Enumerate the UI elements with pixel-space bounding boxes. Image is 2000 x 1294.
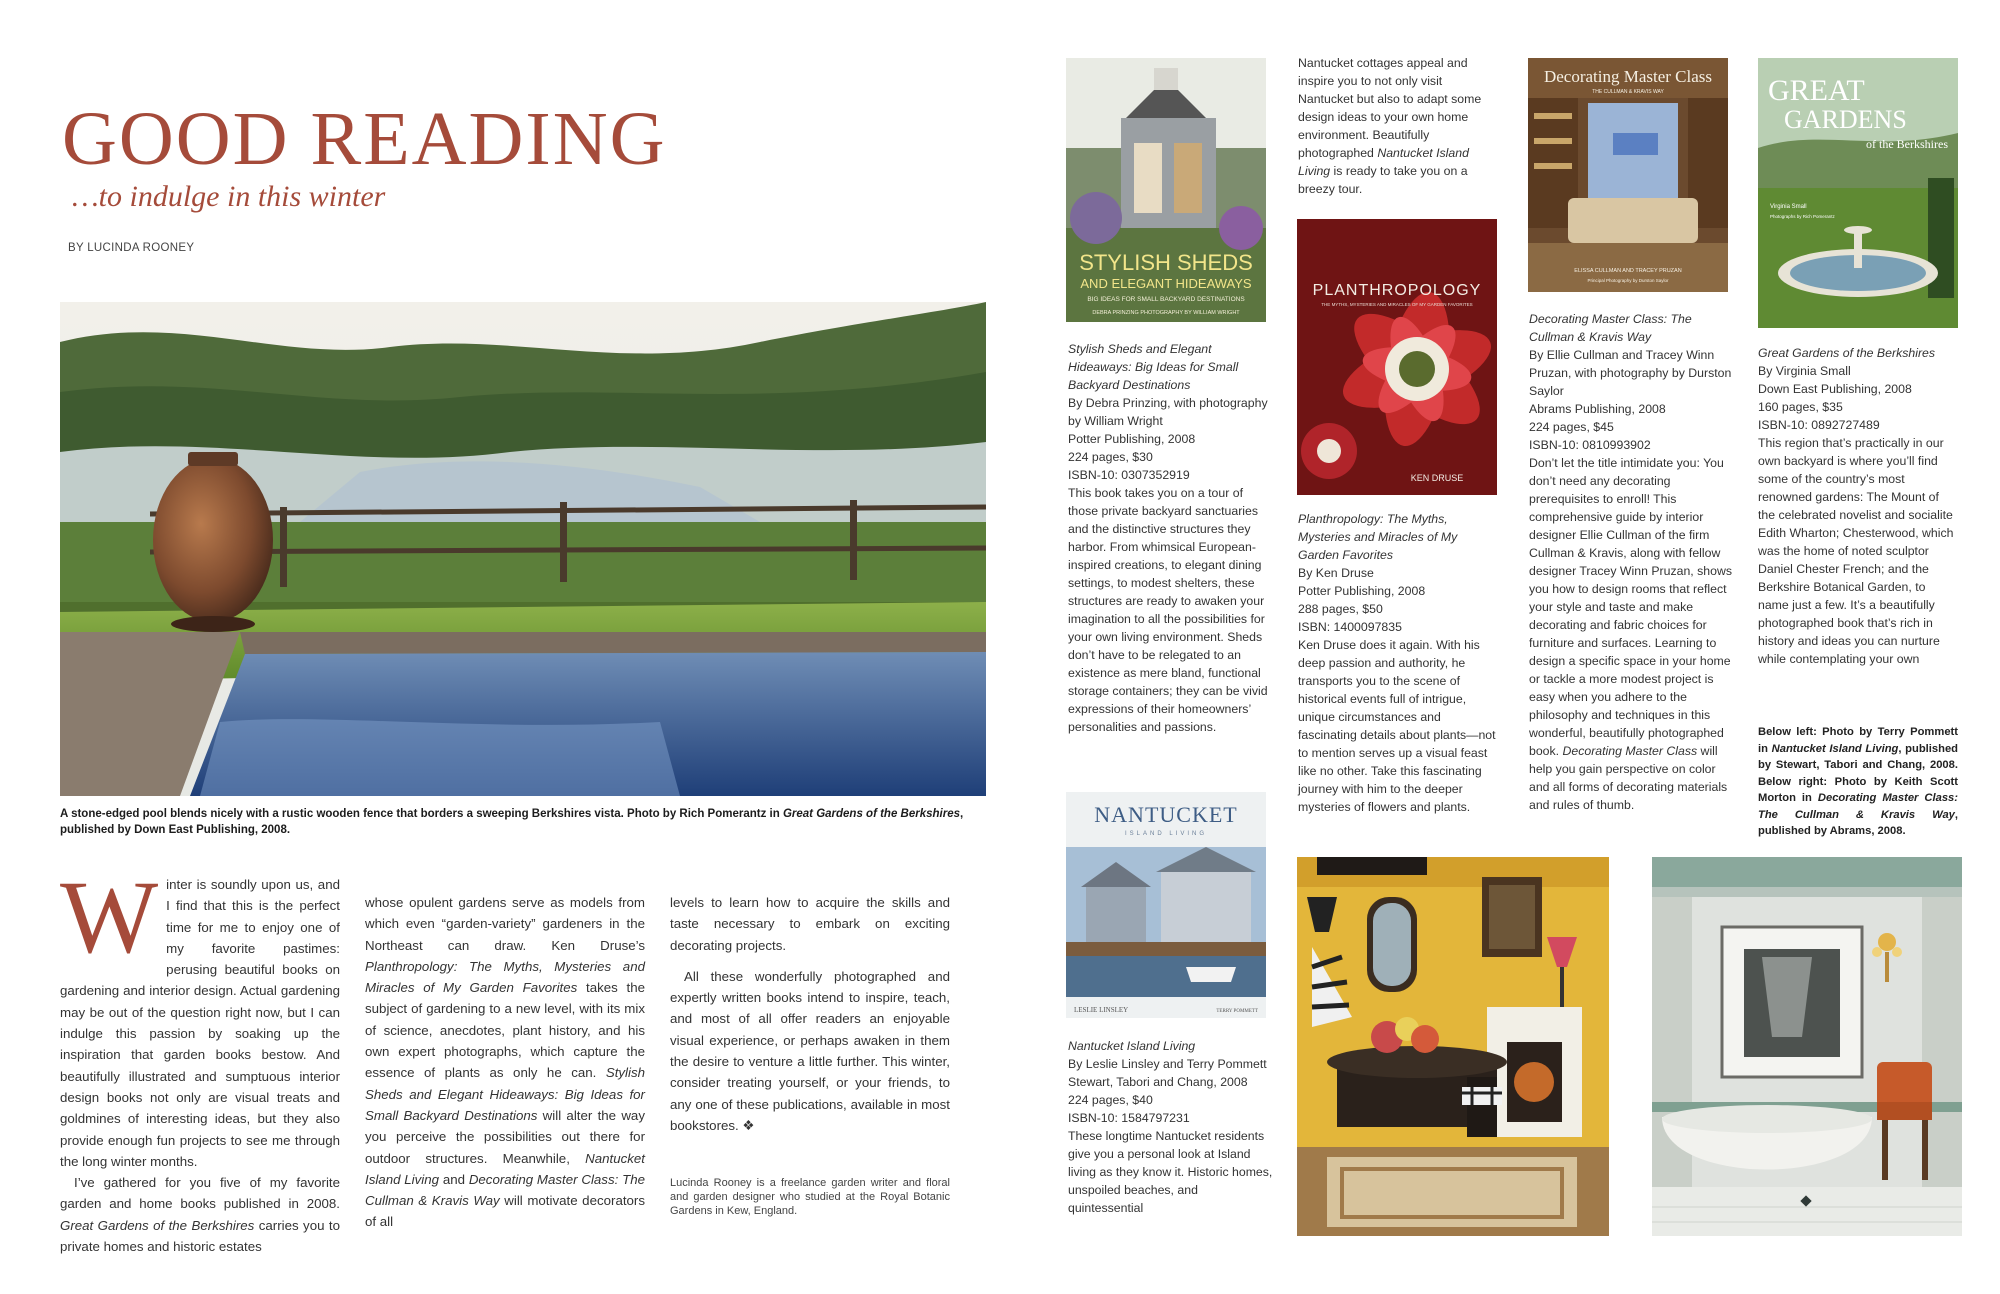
article-paragraph: [60, 1172, 340, 1257]
book-description-text: is ready to take you on a breezy tour.: [1298, 164, 1468, 196]
book-title-ref: Decorating Master Class: The Cullman & Kravis Way: [365, 1171, 645, 1209]
book-description-text: Don’t let the title intimidate you: You don’t need any decorating prerequisites to enroll! This comprehensive guide by interior designer Ellie Cullman of the firm Cullman & Kravis, along with fellow designer Tracey Winn Pruzan, shows you how to design rooms that reflect your style and taste and make decorating and fabric choices for furniture and surfaces. Learning to design a specific space in your home or tackle a more modest project is easy when you adhere to the philosophy and techniques in this wonderful, beautifully photographed book.: [1529, 456, 1732, 758]
photo-credit-text: , published by Abrams, 2008.: [1758, 808, 1958, 837]
book-entry-great-gardens: [1758, 344, 1958, 668]
book-entry-planthropology: [1298, 510, 1498, 816]
book-title: Nantucket Island Living: [1068, 1039, 1196, 1053]
book-title-ref: Great Gardens of the Berkshires: [60, 1217, 255, 1233]
dining-room-image: [1297, 857, 1609, 1236]
book-publisher: Down East Publishing, 2008: [1758, 382, 1912, 396]
book-title-ref: Nantucket Island Living: [365, 1150, 645, 1187]
book-isbn: ISBN-10: 0810993902: [1529, 438, 1651, 452]
article-paragraph: [60, 860, 340, 1172]
book-title-ref: Nantucket Island Living: [1771, 742, 1899, 755]
book-description: Ken Druse does it again. With his deep passion and authority, he transports you to the scene of historical events full of intrigue, unique circumstances and fascinating details about plants—not to mention serves up a visual feast like no other. Take this fascinating journey with him to the deeper mysteries of flowers and plants.: [1298, 638, 1496, 814]
book-title: Decorating Master Class: The Cullman & Kravis Way: [1529, 312, 1692, 344]
book-description-text: Nantucket cottages appeal and inspire you to not only visit Nantucket but also to adapt some design ideas to your own home environment. Beautifully photographed: [1298, 56, 1482, 160]
cover-title-line-1: GREAT: [1768, 74, 1865, 107]
book-isbn: ISBN-10: 0307352919: [1068, 468, 1190, 482]
cover-photographer: TERRY POMMETT: [1216, 1009, 1258, 1014]
book-pages-price: 224 pages, $40: [1068, 1093, 1153, 1107]
book-title-ref: Stylish Sheds and Elegant Hideaways: Big Ideas for Small Backyard Destinations: [365, 1065, 645, 1123]
book-title: Stylish Sheds and Elegant Hideaways: Big Ideas for Small Backyard Destinations: [1068, 342, 1239, 392]
cover-subtitle: THE CULLMAN & KRAVIS WAY: [1592, 89, 1664, 95]
photo-credit-text: Below left: Photo by Terry Pommett in: [1758, 726, 1958, 755]
book-entry-decorating-master-class: [1529, 310, 1734, 814]
book-publisher: Abrams Publishing, 2008: [1529, 402, 1666, 416]
article-paragraph: [365, 892, 645, 1233]
cover-authors: ELISSA CULLMAN AND TRACEY PRUZAN: [1574, 268, 1682, 274]
cover-title: Decorating Master Class: [1543, 67, 1713, 86]
cover-authors: DEBRA PRINZING PHOTOGRAPHY BY WILLIAM WRIGHT: [1092, 310, 1240, 316]
cover-title: STYLISH SHEDS: [1079, 250, 1253, 275]
article-text: I’ve gathered for you five of my favorite garden and home books published in 2008.: [60, 1175, 340, 1212]
book-title: Planthropology: The Myths, Mysteries and Miracles of My Garden Favorites: [1298, 512, 1458, 562]
cover-title-line-2: GARDENS: [1784, 105, 1907, 134]
photo-credit-text: , published by Stewart, Tabori and Chang, 2008. Below right: Photo by Keith Scott Morton in: [1758, 742, 1958, 804]
caption-book-title: Great Gardens of the Berkshires: [782, 808, 960, 820]
book-description: These longtime Nantucket residents give you a personal look at Island living as they know it. Historic homes, unspoiled beaches, and quintessential: [1068, 1129, 1273, 1215]
main-photo-caption: [60, 806, 986, 838]
book-cover-great-gardens: [1758, 58, 1958, 328]
cover-author: LESLIE LINSLEY: [1074, 1006, 1129, 1014]
book-cover-nantucket: [1066, 792, 1266, 1018]
book-isbn: ISBN-10: 0892727489: [1758, 418, 1880, 432]
book-title-ref: Decorating Master Class: [1562, 744, 1698, 758]
book-entry-nantucket: [1068, 1037, 1273, 1217]
cover-photo-credit: Photographs by Rich Pomerantz: [1770, 214, 1835, 219]
book-description-nantucket-continued: [1298, 54, 1498, 198]
book-entry-stylish-sheds: [1068, 340, 1273, 736]
book-description: [1529, 454, 1734, 814]
book-publisher: Potter Publishing, 2008: [1068, 432, 1196, 446]
article-paragraph: levels to learn how to acquire the skills and taste necessary to embark on exciting decorating projects.: [670, 895, 950, 953]
article-column-2: [365, 892, 645, 1233]
book-author: By Virginia Small: [1758, 364, 1851, 378]
page-subtitle: …to indulge in this winter: [72, 180, 386, 213]
caption-text-end: , published by Down East Publishing, 2008.: [60, 808, 964, 836]
caption-text: A stone-edged pool blends nicely with a rustic wooden fence that borders a sweeping Berkshires vista. Photo by Rich Pomerantz in: [60, 808, 783, 820]
book-author: By Ken Druse: [1298, 566, 1374, 580]
cover-author: Virginia Small: [1770, 204, 1807, 210]
book-isbn: ISBN: 1400097835: [1298, 620, 1402, 634]
cover-title: NANTUCKET: [1094, 802, 1238, 827]
article-text: inter is soundly upon us, and I find that this is the perfect time for me to enjoy one of my favorite pastimes: perusing beautiful books on gardening and interior design. Actual gardening may be out of the question right now, but I can indulge this passion by soaking up the inspiration that garden books bestow. And beautifully illustrated and sumptuous interior design books not only are visual treats and goldmines of interesting ideas, but they also provide enough fun projects to see me through the long winter months.: [60, 877, 340, 1169]
byline: BY LUCINDA ROONEY: [68, 242, 195, 254]
book-title-ref: Nantucket Island Living: [1298, 146, 1469, 178]
book-description: This region that’s practically in our own backyard is where you’ll find some of the country’s most renowned gardens: The Mount of the celebrated novelist and socialite Edith Wharton; Chesterwood, which was the home of noted sculptor Daniel Chester French; and the Berkshire Botanical Garden, to name just a few. It’s a beautifully photographed book that’s rich in history and ideas you can nurture while contemplating your own: [1758, 436, 1954, 666]
book-pages-price: 288 pages, $50: [1298, 602, 1383, 616]
photo-dining-room: [1297, 857, 1609, 1236]
book-cover-planthropology: [1297, 219, 1497, 495]
cover-subtitle: of the Berkshires: [1866, 137, 1948, 151]
photo-bathroom: [1652, 857, 1962, 1236]
cover-author: KEN DRUSE: [1410, 473, 1464, 483]
book-publisher: Stewart, Tabori and Chang, 2008: [1068, 1075, 1248, 1089]
article-column-3: [670, 892, 950, 1136]
cover-subtitle: ISLAND LIVING: [1124, 831, 1208, 837]
book-pages-price: 224 pages, $45: [1529, 420, 1614, 434]
pool-vista-image: [60, 302, 986, 796]
book-isbn: ISBN-10: 1584797231: [1068, 1111, 1190, 1125]
page-title: GOOD READING: [62, 97, 667, 181]
article-text: whose opulent gardens serve as models from which even “garden-variety” gardeners in the Northeast can draw. Ken Druse’s: [365, 895, 645, 953]
book-title-ref: Planthropology: The Myths, Mysteries and Miracles of My Garden Favorites: [365, 958, 645, 996]
article-column-1: [60, 860, 340, 1257]
book-title: Great Gardens of the Berkshires: [1758, 346, 1936, 360]
article-text: will alter the way you perceive the possibilities out there for outdoor structures. Meanwhile,: [365, 1107, 645, 1166]
photo-credits-note: [1758, 724, 1958, 840]
author-bio: Lucinda Rooney is a freelance garden writer and floral and garden designer who studied at the Royal Botanic Gardens in Kew, England.: [670, 1177, 950, 1217]
article-text: carries you to private homes and historic estates: [60, 1217, 340, 1255]
book-cover-decorating-master-class: [1528, 58, 1728, 292]
cover-photo-credit: Principal Photography by Durston Saylor: [1587, 278, 1669, 283]
article-text: and: [439, 1171, 469, 1187]
cover-subtitle: AND ELEGANT HIDEAWAYS: [1080, 276, 1252, 291]
cover-tagline: BIG IDEAS FOR SMALL BACKYARD DESTINATIONS: [1087, 296, 1245, 303]
book-description: This book takes you on a tour of those private backyard sanctuaries and the distinctive structures they harbor. From whimsical European-inspired creations, to elegant dining settings, to modest shelters, these structures are ready to awaken your imagination to all the possibilities for your own living environment. Sheds don’t have to be relegated to an existence as mere bland, functional storage containers; they can be vivid expressions of their homeowners’ personalities and passions.: [1068, 486, 1268, 734]
bathroom-image: [1652, 857, 1962, 1236]
book-description-text: will help you gain perspective on color and all forms of decorating materials and rules of thumb.: [1529, 744, 1728, 812]
main-photo-pool-vista: [60, 302, 986, 796]
book-pages-price: 160 pages, $35: [1758, 400, 1843, 414]
cover-title: PLANTHROPOLOGY: [1312, 282, 1482, 299]
book-pages-price: 224 pages, $30: [1068, 450, 1153, 464]
book-author: By Debra Prinzing, with photography by William Wright: [1068, 396, 1268, 428]
article-paragraph: All these wonderfully photographed and expertly written books intend to inspire, teach, and most of all offer readers an enjoyable visual experience, or perhaps awaken in them the desire to venture a little further. This winter, consider treating yourself, or your friends, to any one of these publications, available in most bookstores. ❖: [670, 968, 950, 1133]
book-publisher: Potter Publishing, 2008: [1298, 584, 1426, 598]
book-cover-stylish-sheds: [1066, 58, 1266, 322]
article-text: takes the subject of gardening to a new level, with its mix of science, anecdotes, plant history, and his own expert photographs, which capture the essence of plants as only he can.: [365, 980, 646, 1081]
book-title-ref: Decorating Master Class: The Cullman & Kravis Way: [1758, 792, 1959, 821]
article-text: will motivate decorators of all: [365, 1193, 645, 1230]
book-author: By Leslie Linsley and Terry Pommett: [1068, 1057, 1267, 1071]
cover-tagline: THE MYTHS, MYSTERIES AND MIRACLES OF MY GARDEN FAVORITES: [1321, 302, 1473, 307]
book-author: By Ellie Cullman and Tracey Winn Pruzan, with photography by Durston Saylor: [1529, 348, 1732, 398]
dropcap: W: [60, 860, 159, 975]
